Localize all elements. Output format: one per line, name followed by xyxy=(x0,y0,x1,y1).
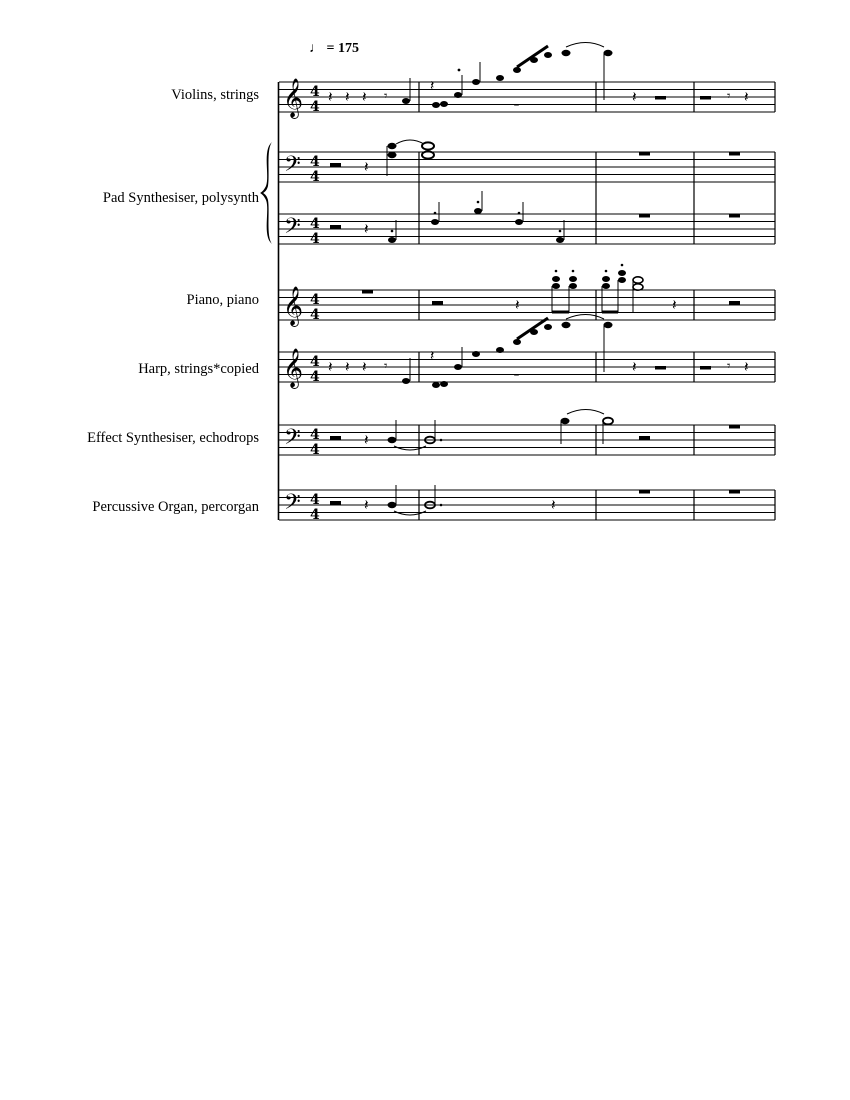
svg-text:𝄾: 𝄾 xyxy=(727,359,731,374)
staff-pad-synth-lower xyxy=(279,191,775,247)
svg-text:𝄼: 𝄼 xyxy=(514,369,519,384)
svg-text:𝄽: 𝄽 xyxy=(744,88,749,106)
treble-clef-icon: 𝄞 xyxy=(283,78,304,118)
instrument-label-piano: Piano, piano xyxy=(186,292,259,308)
staff-effect-synth xyxy=(279,410,775,459)
svg-text:4: 4 xyxy=(310,99,320,115)
bass-clef-icon: 𝄢 xyxy=(284,152,301,182)
svg-text:𝄽: 𝄽 xyxy=(672,296,677,314)
svg-text:4: 4 xyxy=(310,216,320,232)
svg-text:4: 4 xyxy=(310,231,320,247)
svg-text:4: 4 xyxy=(310,492,320,508)
svg-text:4: 4 xyxy=(310,369,320,385)
svg-text:4: 4 xyxy=(310,442,320,458)
staff-pad-synth-upper xyxy=(279,140,775,244)
staff-harp xyxy=(279,315,775,390)
svg-text:𝄼: 𝄼 xyxy=(514,99,519,114)
svg-text:4: 4 xyxy=(310,292,320,308)
svg-text:4: 4 xyxy=(310,169,320,185)
svg-text:𝄽: 𝄽 xyxy=(744,358,749,376)
svg-text:4: 4 xyxy=(310,507,320,523)
instrument-label-violins: Violins, strings xyxy=(171,87,259,103)
staff-violins xyxy=(279,43,775,120)
svg-text:𝄽: 𝄽 xyxy=(632,358,637,376)
quarter-note-icon: ♩ xyxy=(309,41,323,56)
svg-text:𝄽: 𝄽 xyxy=(364,158,369,176)
svg-text:𝄾: 𝄾 xyxy=(727,89,731,104)
instrument-label-harp: Harp, strings*copied xyxy=(138,361,259,377)
time-signature: 4 xyxy=(310,84,320,100)
svg-text:𝄢: 𝄢 xyxy=(284,490,301,520)
svg-text:𝄽: 𝄽 xyxy=(345,358,350,376)
svg-text:4: 4 xyxy=(310,154,320,170)
svg-text:𝄽: 𝄽 xyxy=(632,88,637,106)
grand-staff-brace xyxy=(260,142,272,244)
svg-text:𝄽: 𝄽 xyxy=(430,78,435,94)
svg-text:𝄽: 𝄽 xyxy=(515,296,520,314)
instrument-label-pad-synth: Pad Synthesiser, polysynth xyxy=(102,190,259,206)
svg-text:𝄞: 𝄞 xyxy=(283,286,304,326)
svg-text:𝄽: 𝄽 xyxy=(430,348,435,364)
svg-text:𝄢: 𝄢 xyxy=(284,425,301,455)
svg-text:𝄽: 𝄽 xyxy=(345,88,350,106)
svg-text:𝄽: 𝄽 xyxy=(551,496,556,514)
eighth-rest-icon: 𝄾 xyxy=(384,89,388,104)
svg-text:𝄽: 𝄽 xyxy=(364,431,369,449)
tempo-text: = 175 xyxy=(326,41,359,56)
svg-text:𝄢: 𝄢 xyxy=(284,214,301,244)
svg-text:𝄞: 𝄞 xyxy=(283,348,304,388)
note-head xyxy=(402,98,410,104)
half-rest xyxy=(330,163,341,167)
svg-text:4: 4 xyxy=(310,354,320,370)
svg-text:𝄽: 𝄽 xyxy=(362,88,367,106)
instrument-label-percussive-organ: Percussive Organ, percorgan xyxy=(92,499,259,515)
instrument-label-effect-synth: Effect Synthesiser, echodrops xyxy=(87,430,259,446)
svg-text:𝄾: 𝄾 xyxy=(384,359,388,374)
quarter-rest-icon: 𝄽 xyxy=(328,88,333,106)
svg-text:𝄽: 𝄽 xyxy=(328,358,333,376)
svg-text:𝄽: 𝄽 xyxy=(364,496,369,514)
svg-text:4: 4 xyxy=(310,427,320,443)
staff-piano xyxy=(279,264,775,327)
svg-text:4: 4 xyxy=(310,307,320,323)
staff-percussive-organ xyxy=(279,485,775,523)
svg-text:𝄽: 𝄽 xyxy=(364,220,369,238)
svg-text:𝄽: 𝄽 xyxy=(362,358,367,376)
